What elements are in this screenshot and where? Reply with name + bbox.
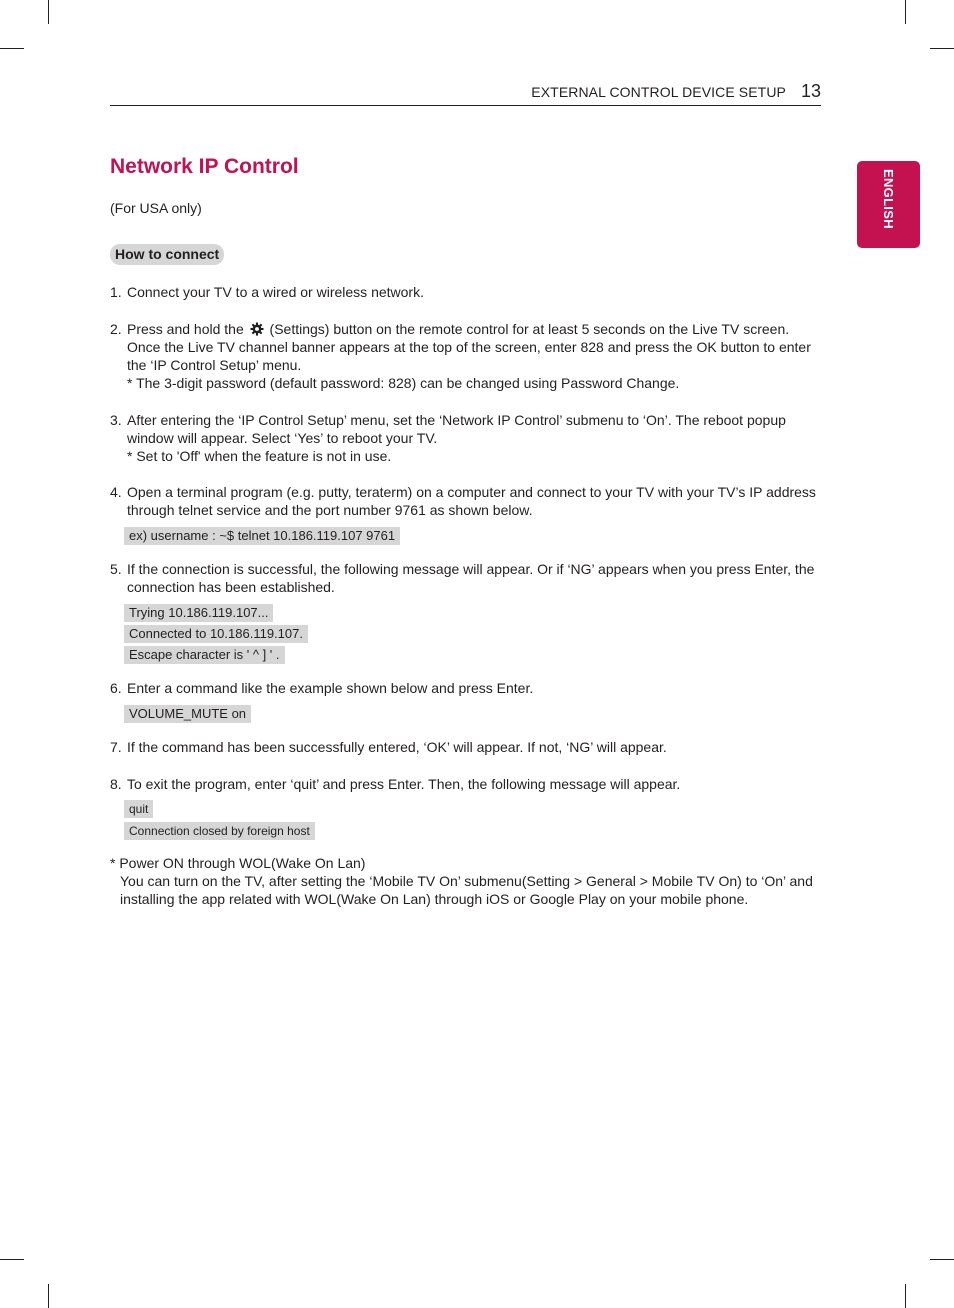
language-tab-label: ENGLISH [881, 169, 896, 229]
language-tab [857, 161, 920, 248]
section-subheading: How to connect [110, 244, 224, 265]
step-number: 5. [110, 561, 122, 577]
step-note: * The 3-digit password (default password: 828) can be changed using Password Change. [127, 375, 680, 391]
step-item [110, 320, 820, 392]
region-note: (For USA only) [110, 200, 202, 216]
step-note: * Set to 'Off' when the feature is not in use. [127, 448, 392, 464]
step-text: Connect your TV to a wired or wireless network. [127, 284, 424, 300]
step-text: To exit the program, enter ‘quit’ and press Enter. Then, the following message will appear. [127, 776, 681, 792]
crop-mark [905, 1284, 906, 1308]
code-line: VOLUME_MUTE on [124, 705, 251, 723]
step-item [110, 411, 820, 465]
page-header [110, 81, 821, 106]
wol-footnote [110, 854, 820, 908]
step-number: 3. [110, 412, 122, 428]
step-text: Press and hold the [127, 321, 244, 337]
settings-gear-icon [250, 322, 264, 336]
code-line: quit [124, 800, 153, 818]
code-line: Connection closed by foreign host [124, 822, 315, 840]
step-number: 8. [110, 776, 122, 792]
step-item [110, 738, 820, 756]
step-number: 4. [110, 484, 122, 500]
crop-mark [48, 1284, 49, 1308]
crop-mark [930, 48, 954, 49]
step-text: (Settings) button on the remote control for at least 5 seconds on the Live TV screen. Once the Live TV channel banner appears at the top of the screen, enter 828 and press the OK button to enter the ‘IP Control Setup’ menu. [127, 321, 811, 373]
step-item [110, 560, 820, 596]
step-text: Open a terminal program (e.g. putty, teraterm) on a computer and connect to your TV with your TV’s IP address through telnet service and the port number 9761 as shown below. [127, 484, 816, 518]
step-item [110, 483, 820, 519]
crop-mark [930, 1259, 954, 1260]
code-line: ex) username : ~$ telnet 10.186.119.107 9761 [124, 527, 400, 545]
step-text: If the connection is successful, the following message will appear. Or if ‘NG’ appears when you press Enter, the connection has been established. [127, 561, 815, 595]
step-text: Enter a command like the example shown below and press Enter. [127, 680, 534, 696]
step-number: 1. [110, 284, 122, 300]
step-number: 6. [110, 680, 122, 696]
step-item [110, 679, 820, 697]
step-number: 2. [110, 321, 122, 337]
section-title: EXTERNAL CONTROL DEVICE SETUP [531, 84, 786, 100]
crop-mark [0, 48, 24, 49]
code-line: Trying 10.186.119.107... [124, 604, 273, 622]
crop-mark [48, 0, 49, 24]
code-line: Escape character is ' ^ ] ' . [124, 646, 285, 664]
page-title: Network IP Control [110, 155, 299, 178]
step-text: If the command has been successfully entered, ‘OK’ will appear. If not, ‘NG’ will appear. [127, 739, 667, 755]
step-number: 7. [110, 739, 122, 755]
step-item [110, 775, 820, 793]
footnote-title: * Power ON through WOL(Wake On Lan) [110, 855, 366, 871]
step-text: After entering the ‘IP Control Setup’ menu, set the ‘Network IP Control’ submenu to ‘On’. The reboot popup window will appear. Select ‘Yes’ to reboot your TV. [127, 412, 786, 446]
code-line: Connected to 10.186.119.107. [124, 625, 308, 643]
footnote-text: You can turn on the TV, after setting the ‘Mobile TV On’ submenu(Setting > General > Mobile TV On) to ‘On’ and installing the app related with WOL(Wake On Lan) through iOS or Google Play on your mobile phone. [120, 873, 813, 907]
step-item [110, 283, 820, 301]
page-number: 13 [800, 81, 821, 101]
crop-mark [0, 1259, 24, 1260]
crop-mark [905, 0, 906, 24]
